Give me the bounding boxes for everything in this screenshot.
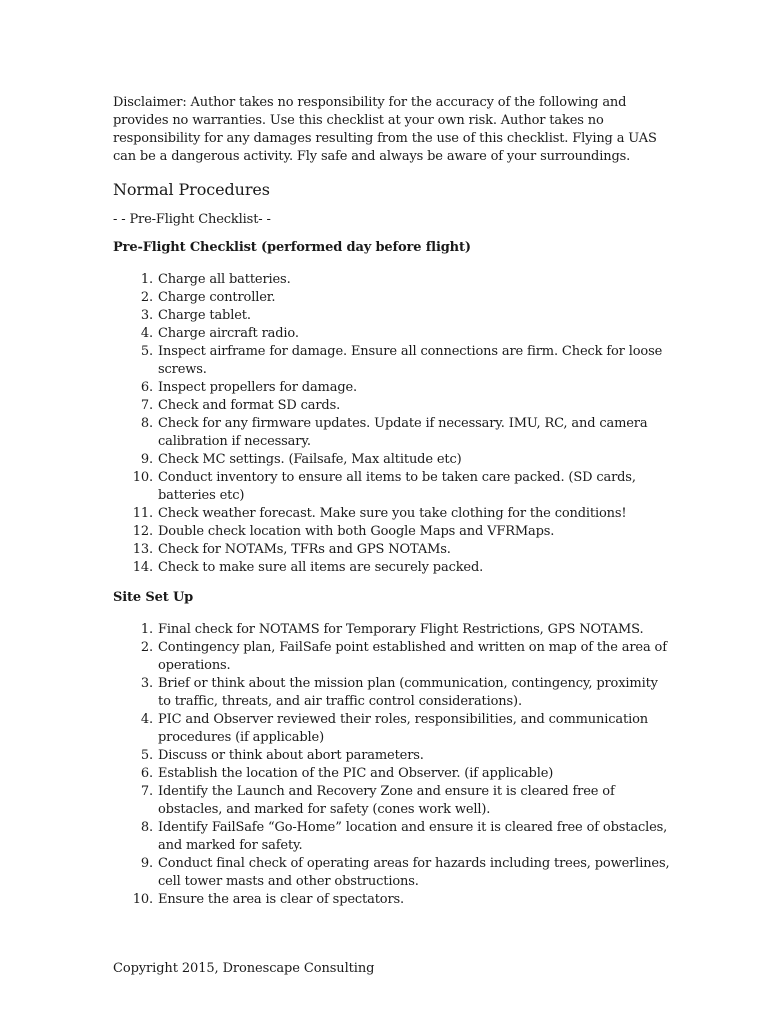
item-number: 3. xyxy=(140,676,153,691)
item-number: 12. xyxy=(132,524,153,539)
item-text: Check for NOTAMs, TFRs and GPS NOTAMs. xyxy=(158,542,451,557)
checklist-item xyxy=(113,343,673,379)
item-number: 14. xyxy=(132,560,153,575)
checklist-item xyxy=(113,325,673,343)
item-text: Charge tablet. xyxy=(158,308,251,323)
checklist-item xyxy=(113,379,673,397)
item-text: Check and format SD cards. xyxy=(158,398,341,413)
item-number: 8. xyxy=(140,820,153,835)
item-number: 4. xyxy=(140,326,153,341)
item-number: 7. xyxy=(140,398,153,413)
checklist-subtitle: - - Pre-Flight Checklist- - xyxy=(113,212,271,227)
item-number: 4. xyxy=(140,712,153,727)
item-text: Conduct inventory to ensure all items to be taken care packed. (SD cards, batteries etc) xyxy=(158,470,636,503)
checklist-item xyxy=(113,541,673,559)
item-text: Charge controller. xyxy=(158,290,276,305)
item-number: 3. xyxy=(140,308,153,323)
checklist-item xyxy=(113,711,673,747)
checklist-item xyxy=(113,747,673,765)
item-text: Double check location with both Google Maps and VFRMaps. xyxy=(158,524,555,539)
item-number: 6. xyxy=(140,766,153,781)
item-text: PIC and Observer reviewed their roles, responsibilities, and communication procedures (if applicable) xyxy=(158,712,648,745)
item-text: Check weather forecast. Make sure you take clothing for the conditions! xyxy=(158,506,627,521)
item-number: 9. xyxy=(140,856,153,871)
item-text: Identify the Launch and Recovery Zone and ensure it is cleared free of obstacles, and marked for safety (cones work well). xyxy=(158,784,615,817)
item-number: 11. xyxy=(132,506,153,521)
item-text: Discuss or think about abort parameters. xyxy=(158,748,424,763)
item-text: Final check for NOTAMS for Temporary Flight Restrictions, GPS NOTAMS. xyxy=(158,622,644,637)
item-text: Conduct final check of operating areas for hazards including trees, powerlines, cell tower masts and other obstructions. xyxy=(158,856,670,889)
document-body xyxy=(113,94,673,909)
preflight-checklist xyxy=(113,271,673,577)
item-text: Brief or think about the mission plan (communication, contingency, proximity to traffic, threats, and air traffic control considerations). xyxy=(158,676,658,709)
item-number: 7. xyxy=(140,784,153,799)
item-text: Check for any firmware updates. Update if necessary. IMU, RC, and camera calibration if necessary. xyxy=(158,416,648,449)
checklist-item xyxy=(113,891,673,909)
item-number: 10. xyxy=(132,470,153,485)
item-text: Check to make sure all items are securely packed. xyxy=(158,560,484,575)
copyright-footer: Copyright 2015, Dronescape Consulting xyxy=(113,961,375,976)
checklist-item xyxy=(113,415,673,451)
item-number: 13. xyxy=(132,542,153,557)
item-text: Charge all batteries. xyxy=(158,272,291,287)
item-number: 5. xyxy=(140,748,153,763)
item-text: Check MC settings. (Failsafe, Max altitude etc) xyxy=(158,452,462,467)
item-number: 1. xyxy=(140,272,153,287)
item-number: 10. xyxy=(132,892,153,907)
item-text: Inspect propellers for damage. xyxy=(158,380,358,395)
item-number: 8. xyxy=(140,416,153,431)
item-number: 2. xyxy=(140,290,153,305)
checklist-item xyxy=(113,765,673,783)
checklist-item xyxy=(113,505,673,523)
preflight-heading: Pre-Flight Checklist (performed day before flight) xyxy=(113,240,471,255)
checklist-item xyxy=(113,397,673,415)
disclaimer-paragraph: Disclaimer: Author takes no responsibility for the accuracy of the following and provides no warranties. Use this checklist at your own risk. Author takes no responsibility for any damages resulting from the use of this checklist. Flying a UAS can be a dangerous activity. Fly safe and always be aware of your surroundings. xyxy=(113,95,657,164)
site-setup-checklist xyxy=(113,621,673,909)
item-text: Contingency plan, FailSafe point established and written on map of the area of operations. xyxy=(158,640,667,673)
checklist-item xyxy=(113,469,673,505)
checklist-item xyxy=(113,523,673,541)
item-number: 6. xyxy=(140,380,153,395)
item-number: 2. xyxy=(140,640,153,655)
checklist-item xyxy=(113,819,673,855)
item-number: 9. xyxy=(140,452,153,467)
checklist-item xyxy=(113,621,673,639)
item-text: Identify FailSafe “Go-Home” location and ensure it is cleared free of obstacles, and marked for safety. xyxy=(158,820,668,853)
checklist-item xyxy=(113,675,673,711)
item-number: 1. xyxy=(140,622,153,637)
checklist-item xyxy=(113,271,673,289)
checklist-item xyxy=(113,559,673,577)
checklist-item xyxy=(113,307,673,325)
item-text: Inspect airframe for damage. Ensure all connections are firm. Check for loose screws. xyxy=(158,344,663,377)
item-text: Charge aircraft radio. xyxy=(158,326,299,341)
site-setup-heading: Site Set Up xyxy=(113,590,194,605)
item-number: 5. xyxy=(140,344,153,359)
item-text: Establish the location of the PIC and Observer. (if applicable) xyxy=(158,766,554,781)
checklist-item xyxy=(113,289,673,307)
checklist-item xyxy=(113,639,673,675)
checklist-item xyxy=(113,451,673,469)
item-text: Ensure the area is clear of spectators. xyxy=(158,892,405,907)
checklist-item xyxy=(113,855,673,891)
section-title: Normal Procedures xyxy=(113,180,270,199)
checklist-item xyxy=(113,783,673,819)
